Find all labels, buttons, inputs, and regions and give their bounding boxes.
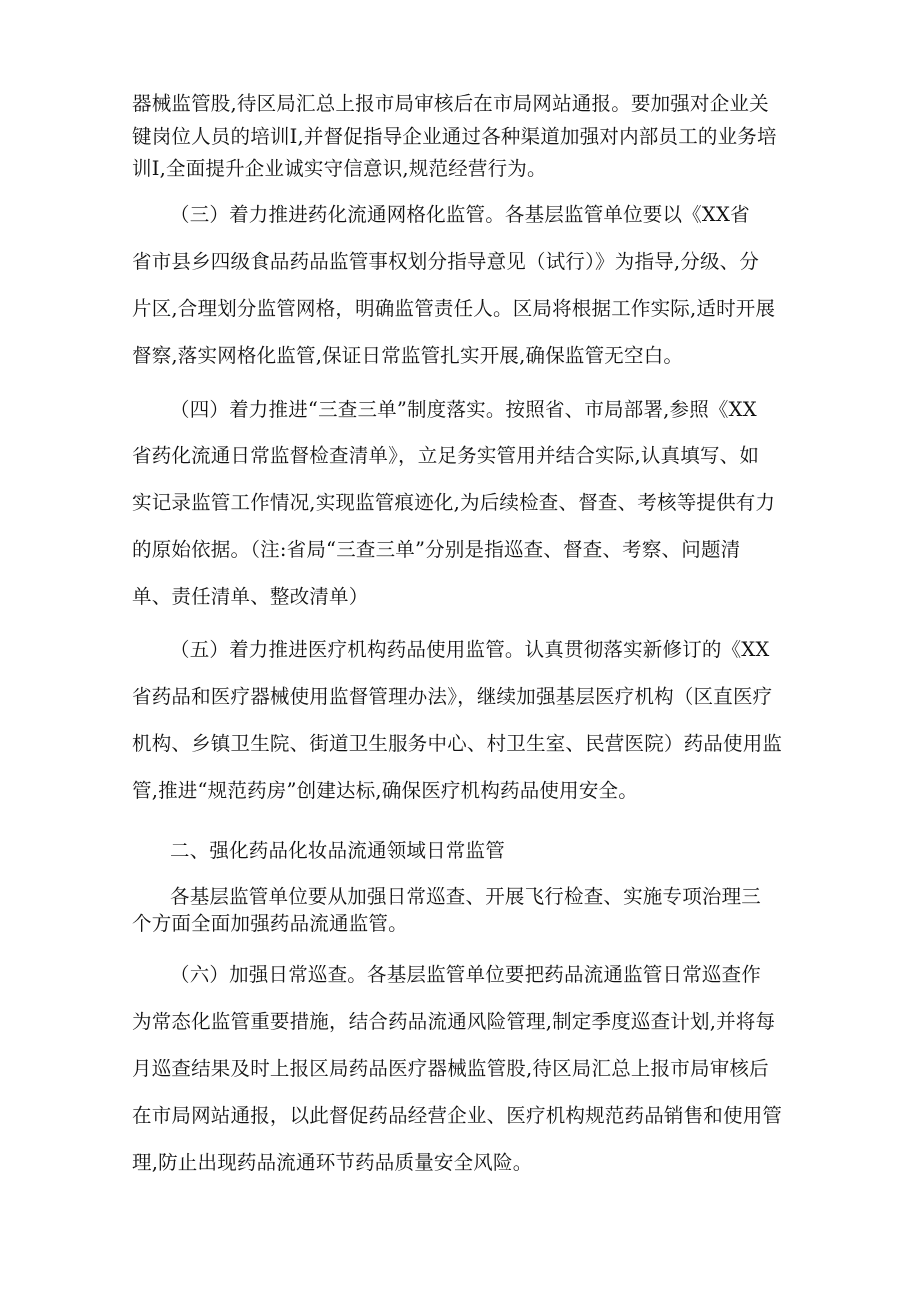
text-line: 单、责任清单、整改清单） (132, 585, 369, 608)
text-line: 器械监管股,待区局汇总上报市局审核后在市局网站通报。要加强对企业关 (132, 92, 769, 115)
text-line: （六）加强日常巡查。各基层监管单位要把药品流通监管日常巡查作 (170, 963, 762, 986)
text-line: 督察,落实网格化监管,保证日常监管扎实开展,确保监管无空白。 (132, 344, 684, 367)
text-line: 机构、乡镇卫生院、街道卫生服务中心、村卫生室、民营医院）药品使用监 (132, 732, 783, 755)
text-line: （三）着力推进药化流通网格化监管。各基层监管单位要以《XX省 (170, 203, 750, 226)
text-line: 理,防止出现药品流通环节药品质量安全风险。 (132, 1151, 533, 1174)
text-line: 键岗位人员的培训I,并督促指导企业通过各种渠道加强对内部员工的业务培 (132, 125, 777, 148)
text-line: 在市局网站通报，以此督促药品经营企业、医疗机构规范药品销售和使用管 (132, 1104, 783, 1127)
text-line: 管,推进“规范药房”创建达标,确保医疗机构药品使用安全。 (132, 779, 638, 802)
text-line: 实记录监管工作情况,实现监管痕迹化,为后续检查、督查、考核等提供有力 (132, 491, 776, 514)
text-line: 的原始依据。（注:省局“三查三单”分别是指巡查、督查、考察、问题清 (132, 538, 741, 561)
text-line: 片区,合理划分监管网格，明确监管责任人。区局将根据工作实际,适时开展 (132, 297, 776, 320)
text-line: 各基层监管单位要从加强日常巡查、开展飞行检查、实施专项治理三 (170, 885, 762, 908)
text-line: （五）着力推进医疗机构药品使用监管。认真贯彻落实新修订的《XX (170, 638, 770, 661)
text-line: 省药化流通日常监督检查清单》，立足务实管用并结合实际,认真填写、如 (132, 444, 760, 467)
text-line: 训I,全面提升企业诚实守信意识,规范经营行为。 (132, 157, 547, 180)
text-line: 省市县乡四级食品药品监管事权划分指导意见（试行）》为指导,分级、分 (132, 250, 760, 273)
text-line: 个方面全面加强药品流通监管。 (132, 912, 408, 935)
text-line: 省药品和医疗器械使用监督管理办法》，继续加强基层医疗机构（区直医疗 (132, 685, 773, 708)
text-line: （四）着力推进“三查三单”制度落实。按照省、市局部署,参照《XX (170, 398, 757, 421)
text-line: 为常态化监管重要措施，结合药品流通风险管理,制定季度巡查计划,并将每 (132, 1010, 776, 1033)
text-line: 月巡查结果及时上报区局药品医疗器械监管股,待区局汇总上报市局审核后 (132, 1057, 769, 1080)
section-heading: 二、强化药品化妆品流通领域日常监管 (170, 839, 505, 862)
